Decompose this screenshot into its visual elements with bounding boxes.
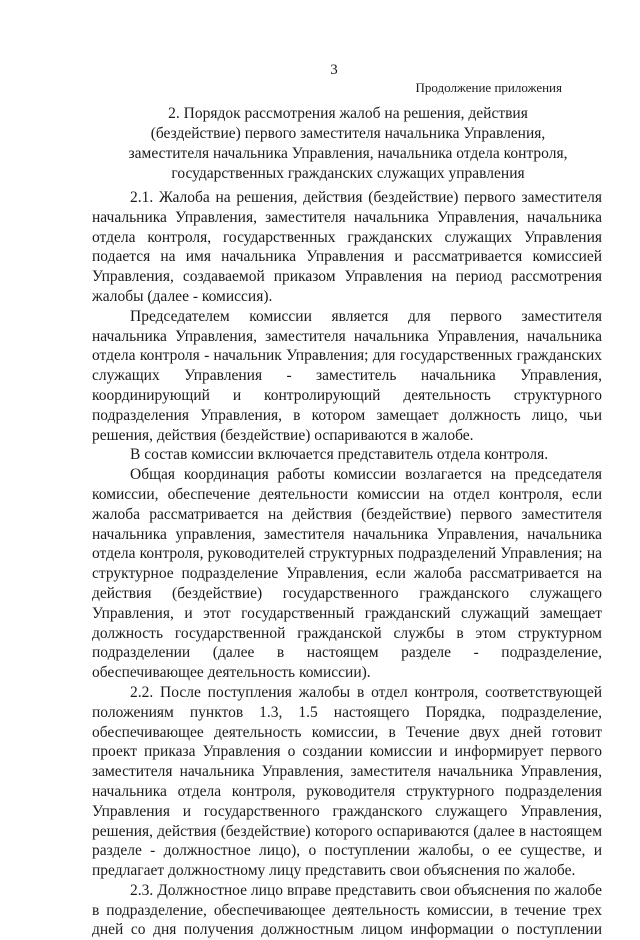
paragraph-composition: В состав комиссии включается представитель отдела контроля. (130, 446, 549, 464)
paragraph-coordination: Общая координация работы комиссии возлагается на председателя комиссии, обеспечение деятельности комиссии на отдел контроля, если жалоба рассматривается на действия (бездействие) первого заместителя начальника управления, заместителя начальника Управления, начальника отдела контроля, руководителей структурных подразделений Управления; на структурное подразделение Управления, если жалоба рассматривается на действия (бездействие) государственного гражданского служащего Управления, и этот государственный гражданский служащий замещает должность государственной гражданской службы в этом структурном подразделении (далее в настоящем разделе - подразделение, обеспечивающее деятельность комиссии). (92, 466, 602, 682)
paragraph-2-2: 2.2. После поступления жалобы в отдел контроля, соответствующей положениям пунктов 1.3, 1.5 настоящего Порядка, подразделение, обеспечивающее деятельность комиссии, в Течение двух дней готовит проект приказа Управления о создании комиссии и информирует первого заместителя начальника Управления, заместителя начальника Управления, начальника отдела контроля, руководителя структурного подразделения Управления и государственного гражданского служащего Управления, решения, действия (бездействие) которого оспариваются (далее в настоящем разделе - должностное лицо), о поступлении жалобы, о ее существе, и предлагает должностному лицу представить свои объяснения по жалобе. (92, 683, 602, 880)
heading-line: (бездействие) первого заместителя начальника Управления, (150, 125, 546, 142)
continuation-note: Продолжение приложения (415, 80, 562, 95)
paragraph-chairman: Председателем комиссии является для первого заместителя начальника Управления, заместителя начальника Управления, начальника отдела контроля - начальник Управления; для государственных гражданских служащих Управления - заместитель начальника Управления, координирующий и контролирующий деятельность структурного подразделения Управления, в котором замещает должность лицо, чьи решения, действия (бездействие) оспариваются в жалобе. (92, 307, 602, 444)
page-number: 3 (330, 62, 338, 78)
heading-line: заместителя начальника Управления, начальника отдела контроля, (128, 145, 568, 162)
document-body (92, 188, 602, 940)
heading-line: государственных гражданских служащих управления (171, 165, 525, 182)
paragraph-2-1: 2.1. Жалоба на решения, действия (бездействие) первого заместителя начальника Управления, заместителя начальника Управления, начальника отдела контроля, государственных гражданских служащих Управления подается на имя начальника Управления и рассматривается комиссией Управления, создаваемой приказом Управления на период рассмотрения жалобы (далее - комиссия). (92, 189, 602, 305)
heading-line: 2. Порядок рассмотрения жалоб на решения, действия (168, 105, 528, 122)
section-heading (96, 104, 600, 184)
paragraph-2-3: 2.3. Должностное лицо вправе представить свои объяснения по жалобе в подразделение, обеспечивающее деятельность комиссии, в течение трех дней со дня получения должностным лицом информации о поступлении (92, 881, 602, 939)
